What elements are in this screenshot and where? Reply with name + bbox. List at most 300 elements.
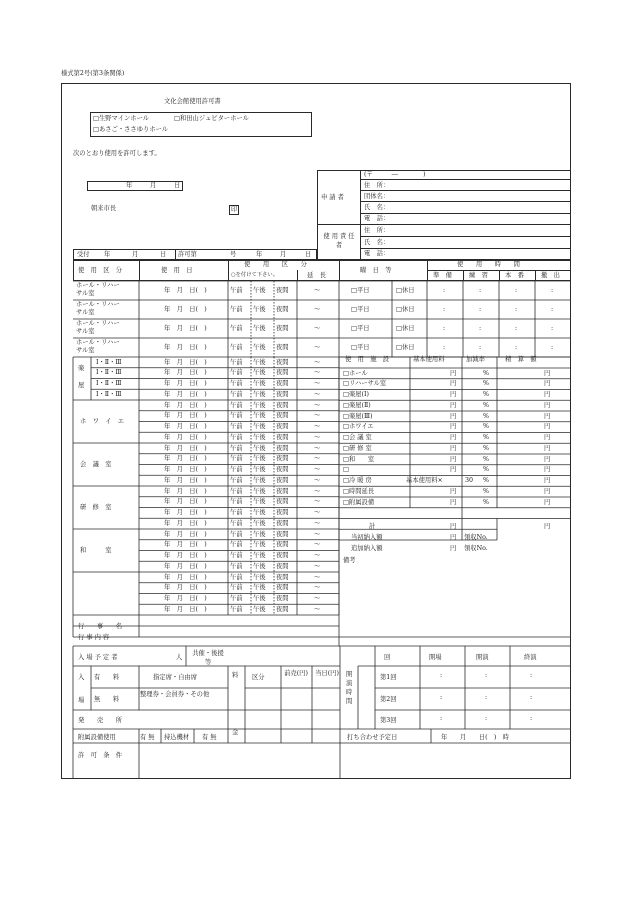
cosponsor-label: 共催・後援等 [192,650,224,666]
additional-payment-yen: 円 [450,545,457,552]
slot-tilde: 〜 [314,519,321,527]
slot-colon: : [479,306,482,313]
expected-attendance-label: 入 場 予 定 者 [78,654,118,661]
presale-label: 前売(円) [284,670,308,677]
header-weekday: 曜 日 等 [360,267,392,274]
fee-settled-yen: 円 [544,466,551,474]
fee-facility-checkbox: □楽屋(Ⅰ) [343,391,369,398]
gakuya-label-bottom: 屋 [78,382,85,389]
header-extension: 延 長 [307,272,326,279]
gakuya-room-range: Ⅰ・Ⅱ・Ⅲ [96,380,122,387]
permit-month: 月 [280,251,287,258]
slot-night: 夜間 [276,541,289,549]
slot-night: 夜間 [276,369,289,377]
remarks-label: 備考 [343,557,356,564]
slot-pm: 午後 [253,573,266,581]
fee-settled-yen: 円 [544,380,551,388]
fee-header-surcharge: 加減率 [466,356,485,363]
header-time: 使 用 時 間 [457,261,520,268]
slot-pm: 午後 [253,595,266,602]
start-header: 開演 [476,654,489,661]
category-label: 区分 [252,674,265,681]
slot-am: 午前 [230,573,243,581]
slot-pm: 午後 [253,476,266,484]
slot-tilde: 〜 [314,306,321,313]
fee-header-facility: 使 用 施 設 [345,356,390,363]
slot-colon: : [515,325,518,332]
fee-facility-checkbox: □楽屋(Ⅲ) [343,412,373,420]
form-title: 文化会館使用許可書 [164,98,221,105]
gakuya-room-range: Ⅰ・Ⅱ・Ⅲ [96,358,122,366]
applicant-tel[interactable]: 電 話： [364,215,390,222]
slot-pm: 午後 [253,455,266,463]
fee-surcharge-pct: % [483,401,489,409]
fee-base-yen: 円 [450,434,457,441]
slot-holiday-checkbox: □休日 [396,287,415,294]
applicant-address[interactable]: 住 所： [364,182,390,189]
fee-base-yen: 円 [450,455,457,463]
performance-time-label: 開演時間 [346,671,353,705]
end-header: 終演 [524,654,537,661]
slot-tilde: 〜 [314,287,321,294]
fee-header-base: 基本使用料 [413,356,445,363]
slot-date: 年 月 日( ) [164,573,207,581]
slot-night: 夜間 [276,562,289,570]
time-colon: : [485,694,488,701]
slot-date: 年 月 日( ) [164,423,207,430]
initial-receipt-no: 領収No. [464,534,488,541]
fee-column-label: 料 [232,672,239,679]
slot-tilde: 〜 [314,455,321,463]
fee-surcharge-pct: % [483,466,489,474]
slot-date: 年 月 日( ) [164,433,207,441]
equipment-yes-no[interactable]: 有 無 [140,734,155,741]
slot-tilde: 〜 [314,552,321,559]
fee-base-yen: 円 [450,423,457,431]
fee-facility-checkbox: □楽屋(Ⅱ) [343,401,371,409]
slot-night: 夜間 [276,498,289,506]
event-name-label: 行 事 名 [78,623,123,630]
slot-night: 夜間 [276,412,289,420]
slot-date: 年 月 日( ) [164,412,207,420]
fee-settled-yen: 円 [544,455,551,463]
slot-am: 午前 [230,466,243,473]
slot-pm: 午後 [253,369,266,377]
hall-label-line1: ホール・リハー [76,282,120,289]
header-usage-class: 使 用 区 分 [244,261,307,268]
fee-base-yen: 円 [450,444,457,452]
slot-date: 年 月 日( ) [164,498,207,506]
fee-settled-yen: 円 [544,434,551,441]
round-2: 第2回 [380,696,397,703]
slot-tilde: 〜 [314,498,321,506]
bring-in-yes-no[interactable]: 有 無 [202,734,217,741]
permit-no-suffix: 号 [230,251,237,258]
equipment-base-yen: 円 [450,498,457,506]
hall-label-line1: ホール・リハー [76,339,120,346]
header-rehearsal: 練 習 [469,272,488,279]
slot-am: 午前 [230,344,243,351]
slot-pm: 午後 [253,306,266,313]
reception-day: 日 [160,251,167,258]
fee-base-yen: 円 [450,466,457,474]
slot-night: 夜間 [276,487,289,495]
applicant-postal: (〒 ― ) [364,171,426,178]
issue-date-month: 月 [150,182,157,189]
hall-label-line2: サル室 [76,347,95,354]
slot-am: 午前 [230,325,243,332]
header-category: 使 用 区 分 [78,267,123,274]
slot-am: 午前 [230,595,243,602]
slot-night: 夜間 [276,605,289,613]
slot-date: 年 月 日( ) [164,287,207,294]
slot-am: 午前 [230,487,243,495]
free-description: 整理券・会員券・その他 [140,691,210,698]
hall-label-line2: サル室 [76,309,95,316]
slot-colon: : [443,306,446,313]
round-3: 第3回 [380,717,397,724]
entrance-label-top: 入 [78,674,85,681]
slot-pm: 午後 [253,433,266,441]
slot-date: 年 月 日( ) [164,552,207,559]
slot-pm: 午後 [253,519,266,527]
slot-pm: 午後 [253,380,266,387]
slot-colon: : [551,344,554,351]
sameday-label: 当日(円) [315,670,339,677]
permit-day: 日 [305,251,312,258]
slot-am: 午前 [230,455,243,463]
slot-tilde: 〜 [314,476,321,484]
slot-am: 午前 [230,541,243,549]
equipment-use-label: 附属設備使用 [78,734,116,741]
slot-night: 夜間 [276,455,289,463]
overtime-pct: % [483,487,489,495]
slot-am: 午前 [230,423,243,430]
slot-pm: 午後 [253,412,266,420]
event-detail-label: 行 事 内 容 [78,634,110,641]
time-colon: : [440,715,443,722]
fee-facility-checkbox: □研 修 室 [343,444,372,452]
time-colon: : [530,694,533,701]
slot-tilde: 〜 [314,369,321,377]
header-prep: 準 備 [433,272,452,279]
paid-description: 指定席・自由席 [153,674,198,681]
slot-night: 夜間 [276,476,289,484]
fee-surcharge-pct: % [483,423,489,431]
fee-base-yen: 円 [450,401,457,409]
aircon-checkbox: □冷 暖 房 [343,477,372,484]
reception-month: 月 [132,251,139,258]
fee-surcharge-pct: % [483,412,489,420]
slot-colon: : [443,287,446,294]
reception-label: 受付 [77,251,90,258]
fee-surcharge-pct: % [483,434,489,441]
slot-am: 午前 [230,562,243,570]
permit-year: 年 [256,251,263,258]
slot-tilde: 〜 [314,487,321,495]
slot-am: 午前 [230,358,243,366]
slot-night: 夜間 [276,306,289,313]
slot-weekday-checkbox: □平日 [351,306,370,313]
additional-receipt-no: 領収No. [464,545,488,552]
slot-pm: 午後 [253,584,266,592]
slot-tilde: 〜 [314,605,321,613]
fee-surcharge-pct: % [483,369,489,377]
responsible-name[interactable]: 氏 名： [364,239,390,246]
fee-total-settled: 円 [544,523,551,530]
time-colon: : [530,715,533,722]
slot-colon: : [551,325,554,332]
fee-base-yen: 円 [450,391,457,398]
fee-facility-checkbox: □ホワイエ [343,423,374,431]
slot-weekday-checkbox: □平日 [351,344,370,351]
fee-surcharge-pct: % [483,444,489,452]
slot-tilde: 〜 [314,444,321,452]
bring-in-label: 持込機材 [164,734,190,741]
slot-date: 年 月 日( ) [164,476,207,484]
venue-ikuno-checkbox[interactable]: □生野マインホール [93,115,150,122]
aircon-settled-yen: 円 [544,477,551,484]
paid-label: 有 料 [94,674,120,681]
slot-pm: 午後 [253,444,266,452]
doors-header: 開場 [429,654,442,661]
fee-surcharge-pct: % [483,391,489,398]
slot-am: 午前 [230,509,243,516]
slot-date: 年 月 日( ) [164,306,207,313]
slot-pm: 午後 [253,344,266,351]
fee-column-label-2: 金 [232,729,239,736]
fee-facility-checkbox: □ [343,466,349,474]
slot-night: 夜間 [276,552,289,559]
slot-am: 午前 [230,552,243,559]
slot-am: 午前 [230,306,243,313]
fee-base-yen: 円 [450,369,457,377]
slot-date: 年 月 日( ) [164,584,207,592]
fee-header-settled: 精 算 額 [505,356,537,363]
slot-colon: : [551,306,554,313]
slot-date: 年 月 日( ) [164,519,207,527]
fee-settled-yen: 円 [544,369,551,377]
japanese-room-label: 和 室 [80,546,112,554]
issue-date-year: 年 [126,182,133,189]
free-label: 無 料 [94,696,120,703]
slot-am: 午前 [230,584,243,592]
header-circle-note: ○を付けて下さい。 [231,272,278,278]
sales-location-label: 発 売 所 [78,717,123,724]
slot-tilde: 〜 [314,573,321,581]
slot-night: 夜間 [276,530,289,538]
fee-surcharge-pct: % [483,455,489,463]
responsible-label: 使 用 責 任 者 [323,233,355,249]
applicant-label: 申 請 者 [321,194,344,201]
equipment-checkbox: □附属設備 [343,498,375,506]
time-colon: : [440,694,443,701]
applicant-org[interactable]: 団体名： [364,193,390,200]
gakuya-room-range: Ⅰ・Ⅱ・Ⅲ [96,369,122,377]
slot-am: 午前 [230,433,243,441]
slot-tilde: 〜 [314,584,321,592]
slot-am: 午前 [230,287,243,294]
slot-date: 年 月 日( ) [164,325,207,332]
slot-pm: 午後 [253,423,266,430]
slot-tilde: 〜 [314,541,321,549]
fee-settled-yen: 円 [544,444,551,452]
permit-no-label: 許可第 [178,251,197,258]
slot-date: 年 月 日( ) [164,466,207,473]
slot-holiday-checkbox: □休日 [396,344,415,351]
slot-night: 夜間 [276,509,289,516]
responsible-tel[interactable]: 電 話： [364,250,390,257]
additional-payment-label: 追加納入額 [351,545,383,552]
time-colon: : [485,715,488,722]
fee-settled-yen: 円 [544,391,551,398]
fee-total-base: 円 [450,523,457,530]
slot-tilde: 〜 [314,466,321,473]
slot-pm: 午後 [253,605,266,613]
slot-tilde: 〜 [314,595,321,602]
slot-colon: : [515,306,518,313]
slot-date: 年 月 日( ) [164,595,207,602]
slot-pm: 午後 [253,530,266,538]
slot-colon: : [479,287,482,294]
hall-label-line1: ホール・リハー [76,301,120,308]
fee-facility-checkbox: □リハーサル室 [343,380,387,388]
slot-date: 年 月 日( ) [164,487,207,495]
intro-text: 次のとおり使用を許可します。 [73,150,161,157]
issue-date-day: 日 [174,182,181,189]
slot-date: 年 月 日( ) [164,541,207,549]
slot-night: 夜間 [276,287,289,294]
slot-date: 年 月 日( ) [164,358,207,366]
slot-am: 午前 [230,412,243,420]
slot-date: 年 月 日( ) [164,509,207,516]
slot-pm: 午後 [253,498,266,506]
slot-holiday-checkbox: □休日 [396,306,415,313]
meeting-room-label: 会 議 室 [80,460,112,468]
aircon-base-label: 基本使用料× [406,477,443,484]
overtime-checkbox: □時間延長 [343,487,375,495]
slot-night: 夜間 [276,423,289,430]
slot-tilde: 〜 [314,380,321,387]
fee-facility-checkbox: □会 議 室 [343,434,372,441]
slot-am: 午前 [230,369,243,377]
slot-am: 午前 [230,605,243,613]
slot-night: 夜間 [276,390,289,398]
hall-label-line1: ホール・リハー [76,320,120,327]
fee-facility-checkbox: □和 室 [343,455,375,463]
slot-pm: 午後 [253,390,266,398]
time-colon: : [485,672,488,679]
permit-conditions-label: 許 可 条 件 [78,752,123,759]
responsible-address[interactable]: 住 所： [364,227,390,234]
meeting-date-value[interactable]: 年 月 日( ) 時 [441,734,509,741]
slot-tilde: 〜 [314,344,321,351]
venue-asago-checkbox[interactable]: □あさご・ささゆりホール [93,126,169,133]
slot-date: 年 月 日( ) [164,390,207,398]
hall-label-line2: サル室 [76,328,95,335]
overtime-settled-yen: 円 [544,487,551,495]
slot-holiday-checkbox: □休日 [396,325,415,332]
equipment-pct: % [483,498,489,506]
slot-am: 午前 [230,444,243,452]
slot-tilde: 〜 [314,433,321,441]
slot-am: 午前 [230,498,243,506]
slot-colon: : [443,325,446,332]
slot-weekday-checkbox: □平日 [351,287,370,294]
header-date: 使 用 日 [161,267,193,274]
slot-am: 午前 [230,380,243,387]
slot-colon: : [551,287,554,294]
venue-wadayama-checkbox[interactable]: □和田山ジュピターホール [174,115,249,122]
fee-base-yen: 円 [450,380,457,388]
slot-am: 午前 [230,476,243,484]
slot-tilde: 〜 [314,412,321,420]
fee-settled-yen: 円 [544,401,551,409]
aircon-rate: 30 [465,477,474,484]
slot-night: 夜間 [276,519,289,527]
round-1: 第1回 [380,674,397,681]
form-number: 様式第2号(第3条関係) [61,70,125,77]
slot-colon: : [443,344,446,351]
slot-night: 夜間 [276,325,289,332]
slot-colon: : [479,344,482,351]
slot-pm: 午後 [253,466,266,473]
equipment-settled-yen: 円 [544,498,551,506]
fee-settled-yen: 円 [544,423,551,431]
slot-date: 年 月 日( ) [164,562,207,570]
slot-night: 夜間 [276,433,289,441]
slot-date: 年 月 日( ) [164,530,207,538]
overtime-base-yen: 円 [450,487,457,495]
slot-night: 夜間 [276,344,289,351]
initial-payment-yen: 円 [450,534,457,541]
slot-pm: 午後 [253,401,266,409]
persons-unit: 人 [176,654,183,661]
slot-am: 午前 [230,390,243,398]
slot-am: 午前 [230,401,243,409]
training-room-label: 研 修 室 [80,503,112,511]
fee-settled-yen: 円 [544,412,551,420]
slot-pm: 午後 [253,509,266,516]
time-colon: : [440,672,443,679]
round-header: 回 [384,654,391,661]
slot-pm: 午後 [253,487,266,495]
applicant-name[interactable]: 氏 名： [364,204,390,211]
slot-tilde: 〜 [314,325,321,332]
slot-pm: 午後 [253,562,266,570]
seal-mark: 印 [229,205,239,215]
slot-pm: 午後 [253,358,266,366]
fee-facility-checkbox: □ホール [343,369,368,377]
fee-surcharge-pct: % [483,380,489,388]
slot-date: 年 月 日( ) [164,380,207,387]
header-teardown: 撤 出 [541,272,560,279]
meeting-date-label: 打ち合わせ予定日 [347,734,398,741]
gakuya-label-top: 楽 [78,365,85,372]
slot-colon: : [515,287,518,294]
reception-year: 年 [104,251,111,258]
slot-date: 年 月 日( ) [164,369,207,377]
slot-am: 午前 [230,519,243,527]
slot-night: 夜間 [276,466,289,473]
slot-pm: 午後 [253,541,266,549]
slot-night: 夜間 [276,380,289,387]
aircon-pct: % [483,477,489,484]
slot-night: 夜間 [276,401,289,409]
slot-date: 年 月 日( ) [164,444,207,452]
slot-date: 年 月 日( ) [164,605,207,613]
slot-tilde: 〜 [314,390,321,398]
